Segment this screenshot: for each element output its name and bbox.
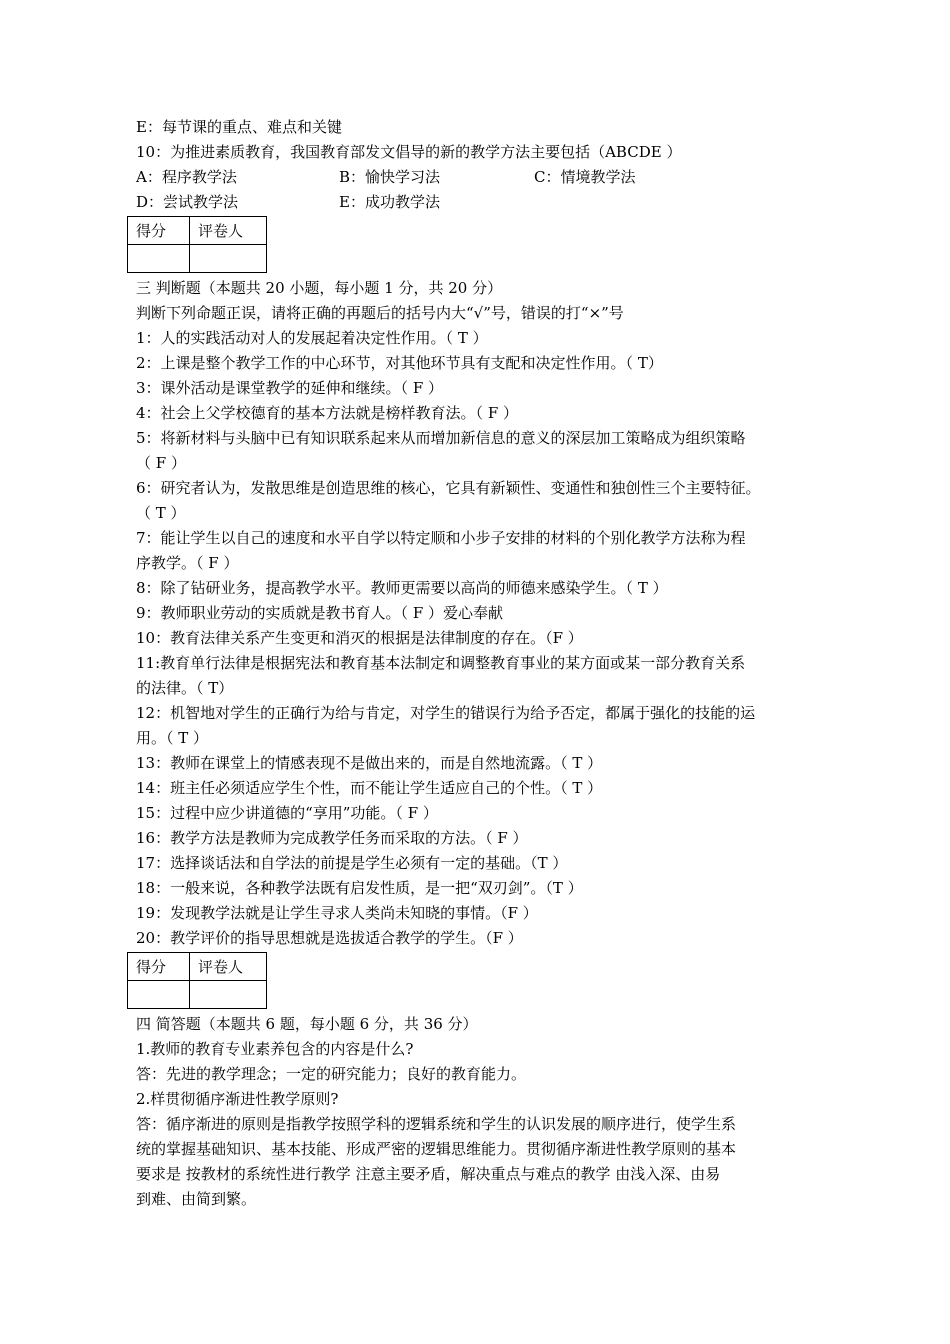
text-line: 5：将新材料与头脑中已有知识联系起来从而增加新信息的意义的深层加工策略成为组织策略	[136, 429, 746, 447]
score-cell	[128, 981, 190, 1009]
options-row-1	[136, 165, 826, 190]
grader-label: 评卷人	[190, 953, 267, 981]
score-table-2	[127, 952, 267, 1009]
text-line: 要求是 按教材的系统性进行教学 注意主要矛盾，解决重点与难点的教学 由浅入深、由易	[136, 1165, 721, 1183]
text-line: 用。（ T ）	[136, 729, 209, 747]
score-cell	[128, 245, 190, 273]
section-3-lines	[136, 326, 826, 951]
text-line: 17：选择谈话法和自学法的前提是学生必须有一定的基础。（T ）	[136, 854, 568, 872]
text-line: 4：社会上父学校德育的基本方法就是榜样教育法。（ F ）	[136, 404, 518, 422]
text-line: 7：能让学生以自己的速度和水平自学以特定顺和小步子安排的材料的个别化教学方法称为程	[136, 529, 746, 547]
text-line: 14：班主任必须适应学生个性，而不能让学生适应自己的个性。（ T ）	[136, 779, 603, 797]
option-e-line: E：每节课的重点、难点和关键	[136, 118, 342, 136]
grader-cell	[190, 981, 267, 1009]
score-table-1	[127, 216, 267, 273]
section-3-instruction: 判断下列命题正误，请将正确的再题后的括号内大“√”号，错误的打“×”号	[136, 304, 624, 322]
text-line: 序教学。（ F ）	[136, 554, 239, 572]
text-line: 2.样贯彻循序渐进性教学原则?	[136, 1090, 339, 1108]
section-3-heading: 三 判断题（本题共 20 小题，每小题 1 分，共 20 分）	[136, 279, 503, 297]
question-10: 10：为推进素质教育，我国教育部发文倡导的新的教学方法主要包括（ABCDE ）	[136, 143, 682, 161]
option-a: A：程序教学法	[136, 168, 237, 186]
text-line: 答：先进的教学理念；一定的研究能力；良好的教育能力。	[136, 1065, 527, 1083]
text-line: 2：上课是整个教学工作的中心环节，对其他环节具有支配和决定性作用。（ T）	[136, 354, 663, 372]
text-line: 19：发现教学法就是让学生寻求人类尚未知晓的事情。（F ）	[136, 904, 538, 922]
options-row-2	[136, 190, 826, 215]
text-line: 6：研究者认为，发散思维是创造思维的核心，它具有新颖性、变通性和独创性三个主要特征。	[136, 479, 761, 497]
text-line: 到难、由简到繁。	[136, 1190, 257, 1208]
score-label: 得分	[128, 217, 190, 245]
text-line: 答：循序渐进的原则是指教学按照学科的逻辑系统和学生的认识发展的顺序进行，使学生系	[136, 1115, 737, 1133]
section-4-lines	[136, 1037, 826, 1212]
option-e: E：成功教学法	[339, 193, 440, 211]
text-line: 11:教育单行法律是根据宪法和教育基本法制定和调整教育事业的某方面或某一部分教育关系	[136, 654, 746, 672]
text-line: 9：教师职业劳动的实质就是教书育人。（ F ）爱心奉献	[136, 604, 503, 622]
option-c: C：情境教学法	[534, 168, 636, 186]
text-line: 20：教学评价的指导思想就是选拔适合教学的学生。（F ）	[136, 929, 523, 947]
text-line: （ F ）	[136, 454, 186, 472]
text-line: 10：教育法律关系产生变更和消灭的根据是法律制度的存在。（F ）	[136, 629, 583, 647]
score-label: 得分	[128, 953, 190, 981]
section-4-heading: 四 简答题（本题共 6 题，每小题 6 分，共 36 分）	[136, 1015, 478, 1033]
grader-cell	[190, 245, 267, 273]
text-line: 16：教学方法是教师为完成教学任务而采取的方法。（ F ）	[136, 829, 528, 847]
option-d: D：尝试教学法	[136, 193, 239, 211]
text-line: 3：课外活动是课堂教学的延伸和继续。（ F ）	[136, 379, 443, 397]
text-line: 统的掌握基础知识、基本技能、形成严密的逻辑思维能力。贯彻循序渐进性教学原则的基本	[136, 1140, 737, 1158]
text-line: 1：人的实践活动对人的发展起着决定性作用。（ T ）	[136, 329, 488, 347]
text-line: （ T ）	[136, 504, 186, 522]
text-line: 15：过程中应少讲道德的“享用”功能。（ F ）	[136, 804, 438, 822]
text-line: 12：机智地对学生的正确行为给与肯定，对学生的错误行为给予否定，都属于强化的技能的运	[136, 704, 756, 722]
document-page	[136, 115, 826, 1212]
text-line: 1.教师的教育专业素养包含的内容是什么?	[136, 1040, 414, 1058]
grader-label: 评卷人	[190, 217, 267, 245]
text-line: 13：教师在课堂上的情感表现不是做出来的，而是自然地流露。（ T ）	[136, 754, 603, 772]
option-b: B：愉快学习法	[339, 168, 441, 186]
text-line: 8：除了钻研业务，提高教学水平。教师更需要以高尚的师德来感染学生。（ T ）	[136, 579, 668, 597]
text-line: 的法律。（ T）	[136, 679, 234, 697]
text-line: 18：一般来说，各种教学法既有启发性质，是一把“双刃剑”。（T ）	[136, 879, 583, 897]
